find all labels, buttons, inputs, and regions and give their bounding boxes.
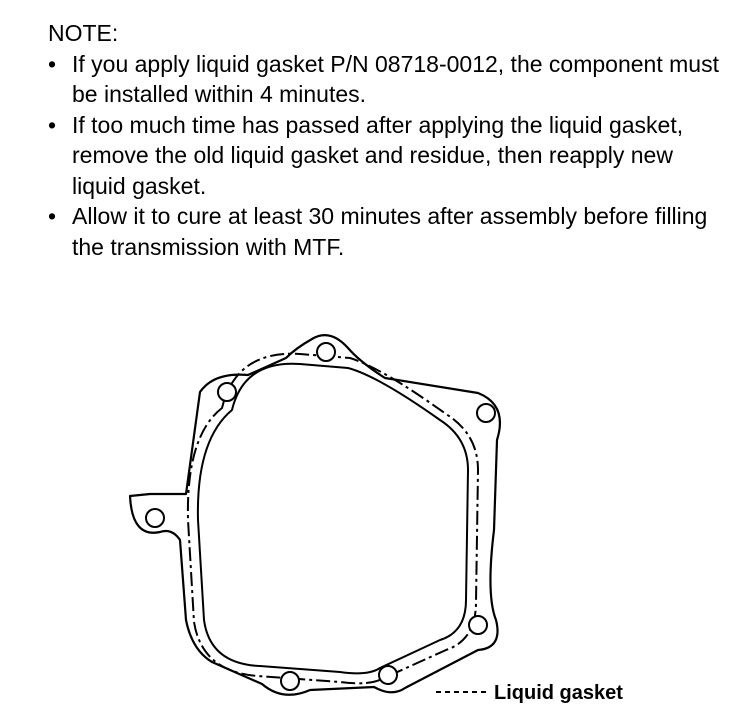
- note-bullet-text: Allow it to cure at least 30 minutes after assembly before filling the transmission with MTF.: [72, 203, 708, 260]
- bolt-hole-icon: [469, 616, 487, 634]
- bolt-hole-icon: [281, 672, 299, 690]
- bolt-hole-icon: [218, 383, 236, 401]
- bullet-dot-icon: •: [48, 111, 57, 138]
- note-bullet-text: If you apply liquid gasket P/N 08718-0012, the component must be installed within 4 minutes.: [72, 50, 719, 107]
- bolt-hole-icon: [317, 343, 335, 361]
- liquid-gasket-bead: [188, 354, 478, 684]
- bolt-hole-icon: [477, 404, 495, 422]
- note-bullet-text: If too much time has passed after applying the liquid gasket, remove the old liquid gasket and residue, then reapply new liquid gasket.: [72, 111, 684, 199]
- bullet-dot-icon: •: [48, 203, 57, 229]
- bullet-dot-icon: •: [48, 50, 57, 77]
- cover-outline: [130, 335, 500, 695]
- bolt-hole-icon: [146, 509, 164, 527]
- inner-bead-line: [198, 364, 468, 674]
- bolt-hole-icon: [379, 666, 397, 684]
- note-heading: NOTE:: [48, 20, 119, 46]
- callout-label: Liquid gasket: [494, 682, 623, 704]
